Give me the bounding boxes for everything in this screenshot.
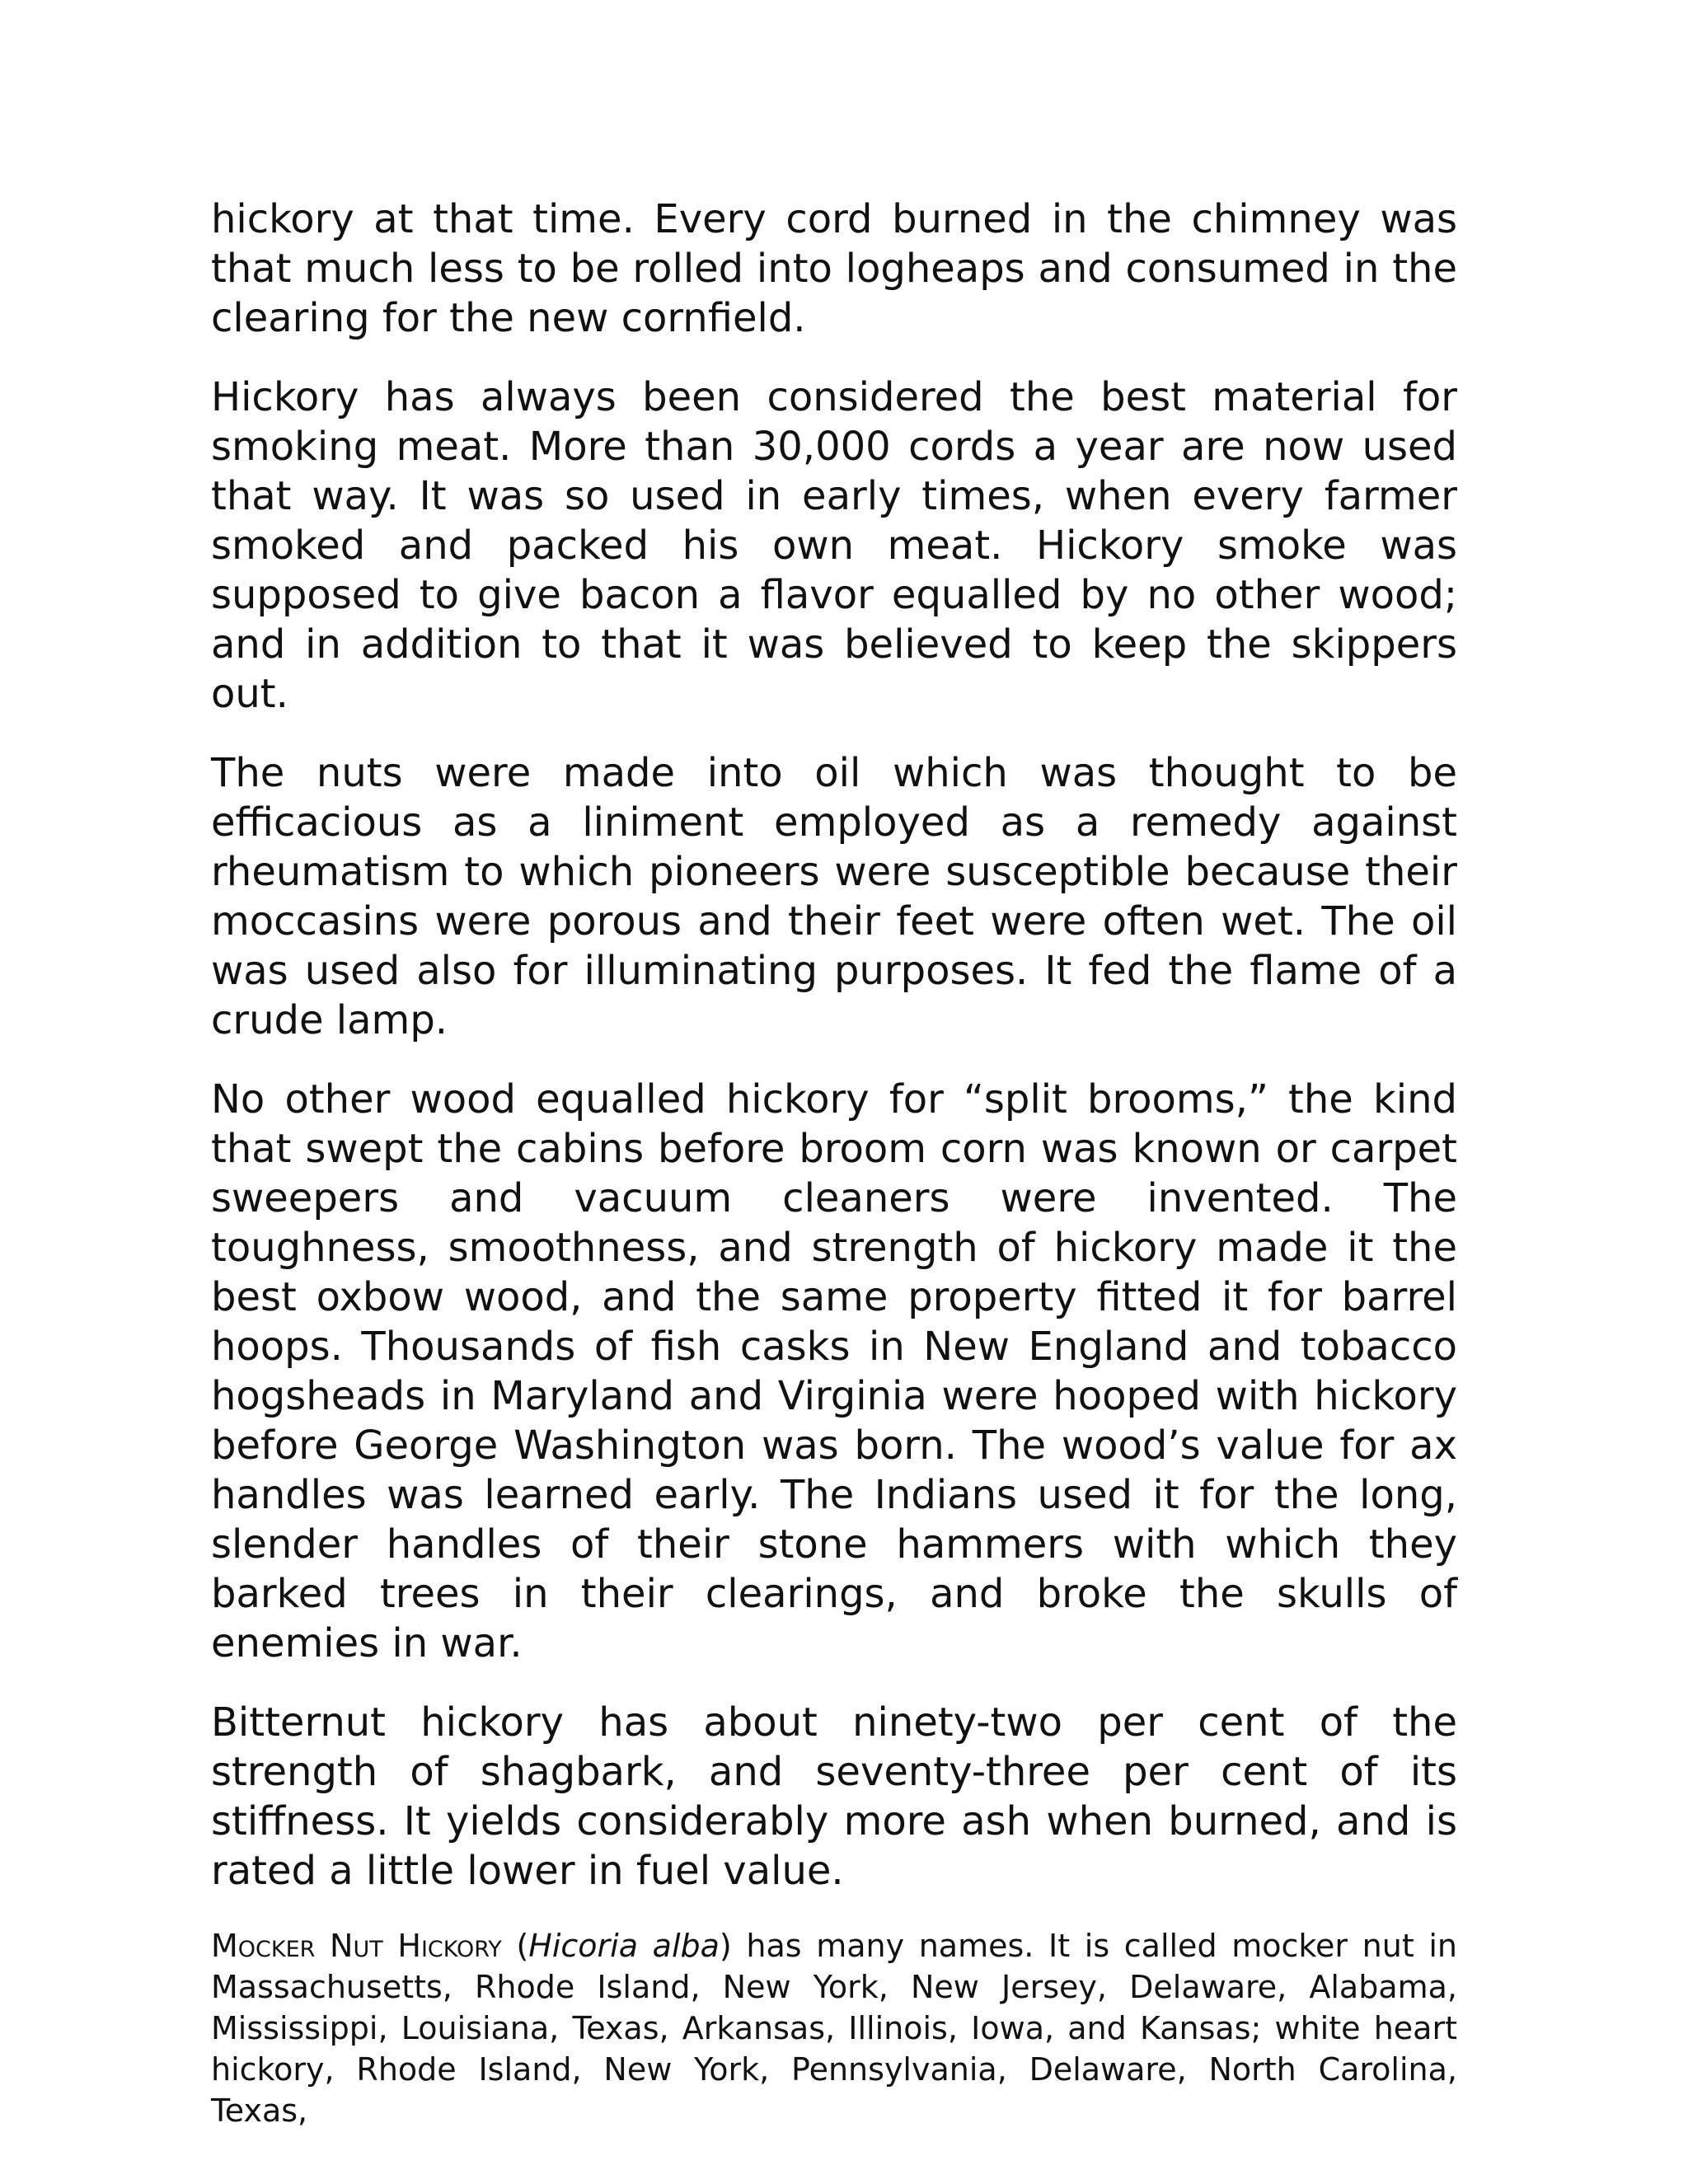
paragraph-brooms-and-handles: No other wood equalled hickory for “split brooms,” the kind that swept the cabins before broom corn was known or carpet sweepers and vacuum cleaners were invented. The toughness, smoothness, and strength of hickory made it the best oxbow wood, and the same property fitted it for barrel hoops. Thousands of fish casks in New England and tobacco hogsheads in Maryland and Virginia were hooped with hickory before George Washington was born. The wood’s value for ax handles was learned early. The Indians used it for the long, slender handles of their stone hammers with which they barked trees in their clearings, and broke the skulls of enemies in war. (211, 1076, 1457, 1666)
paragraph-nut-oil: The nuts were made into oil which was thought to be efficacious as a liniment employed as a remedy against rheumatism to which pioneers were susceptible because their moccasins were porous and their feet were often wet. The oil was used also for illuminating purposes. It fed the flame of a crude lamp. (211, 750, 1457, 1043)
paragraph-bitternut: Bitternut hickory has about ninety-two per cent of the strength of shagbark, and seventy-three per cent of its stiffness. It yields considerably more ash when burned, and is rated a little lower in fuel value. (211, 1699, 1457, 1894)
paragraph-fuel: hickory at that time. Every cord burned in the chimney was that much less to be rolled into logheaps and consumed in the clearing for the new cornfield. (211, 196, 1457, 341)
paragraph-mocker-nut (211, 1925, 1457, 2131)
latin-name: Hicoria alba (528, 1928, 720, 1964)
species-description: ) has many names. It is called mocker nut in Massachusetts, Rhode Island, New York, New Jersey, Delaware, Alabama, Mississippi, Louisiana, Texas, Arkansas, Illinois, Iowa, and Kansas; white heart hickory, Rhode Island, New York, Pennsylvania, Delaware, North Carolina, Texas, (211, 1928, 1458, 2129)
paragraph-smoking-meat: Hickory has always been considered the best material for smoking meat. More than 30,000 cords a year are now used that way. It was so used in early times, when every farmer smoked and packed his own meat. Hickory smoke was supposed to give bacon a flavor equalled by no other wood; and in addition to that it was believed to keep the skippers out. (211, 374, 1457, 717)
document-page (211, 194, 1457, 2131)
species-heading: Mocker Nut Hickory (211, 1928, 502, 1964)
open-paren: ( (501, 1928, 529, 1964)
